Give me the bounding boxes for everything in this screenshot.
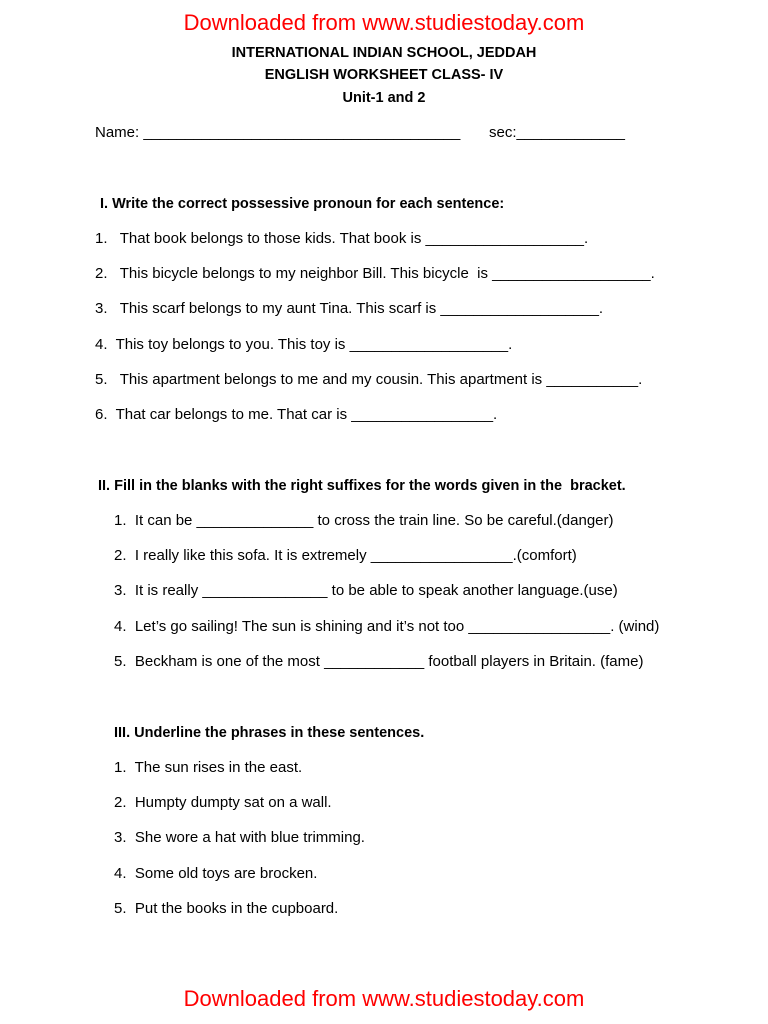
download-banner-top: Downloaded from www.studiestoday.com: [183, 10, 585, 35]
section-2-item: 3. It is really _______________ to be able to speak another language.(use): [114, 582, 618, 599]
section-1-item: 3. This scarf belongs to my aunt Tina. This scarf is ___________________.: [95, 300, 604, 317]
download-banner-bottom: Downloaded from www.studiestoday.com: [183, 986, 585, 1011]
section-3-item: 1. The sun rises in the east.: [114, 759, 303, 776]
section-1-heading: I. Write the correct possessive pronoun for each sentence:: [100, 196, 505, 212]
section-3-item: 5. Put the books in the cupboard.: [114, 900, 339, 917]
section-3-item: 2. Humpty dumpty sat on a wall.: [114, 794, 332, 811]
sec-field: sec:_____________: [489, 124, 625, 141]
section-3-item: 3. She wore a hat with blue trimming.: [114, 829, 365, 846]
section-2-heading: II. Fill in the blanks with the right suffixes for the words given in the bracket.: [98, 478, 626, 494]
section-1-item: 5. This apartment belongs to me and my cousin. This apartment is ___________.: [95, 371, 643, 388]
worksheet-title: ENGLISH WORKSHEET CLASS- IV: [264, 67, 504, 83]
section-2-item: 1. It can be ______________ to cross the train line. So be careful.(danger): [114, 512, 614, 529]
name-field: Name: ______________________________________: [95, 124, 461, 141]
section-2-item: 2. I really like this sofa. It is extremely _________________.(comfort): [114, 547, 577, 564]
section-2-item: 5. Beckham is one of the most ____________ football players in Britain. (fame): [114, 653, 644, 670]
section-3-item: 4. Some old toys are brocken.: [114, 865, 318, 882]
section-3-heading: III. Underline the phrases in these sentences.: [114, 725, 425, 741]
section-2-item: 4. Let’s go sailing! The sun is shining and it’s not too _________________. (wind): [114, 618, 660, 635]
school-name: INTERNATIONAL INDIAN SCHOOL, JEDDAH: [231, 45, 537, 61]
unit-title: Unit-1 and 2: [342, 90, 426, 106]
section-1-item: 4. This toy belongs to you. This toy is ___________________.: [95, 336, 513, 353]
section-1-item: 6. That car belongs to me. That car is _________________.: [95, 406, 498, 423]
section-1-item: 2. This bicycle belongs to my neighbor Bill. This bicycle is ___________________.: [95, 265, 655, 282]
section-1-item: 1. That book belongs to those kids. That book is ___________________.: [95, 230, 589, 247]
